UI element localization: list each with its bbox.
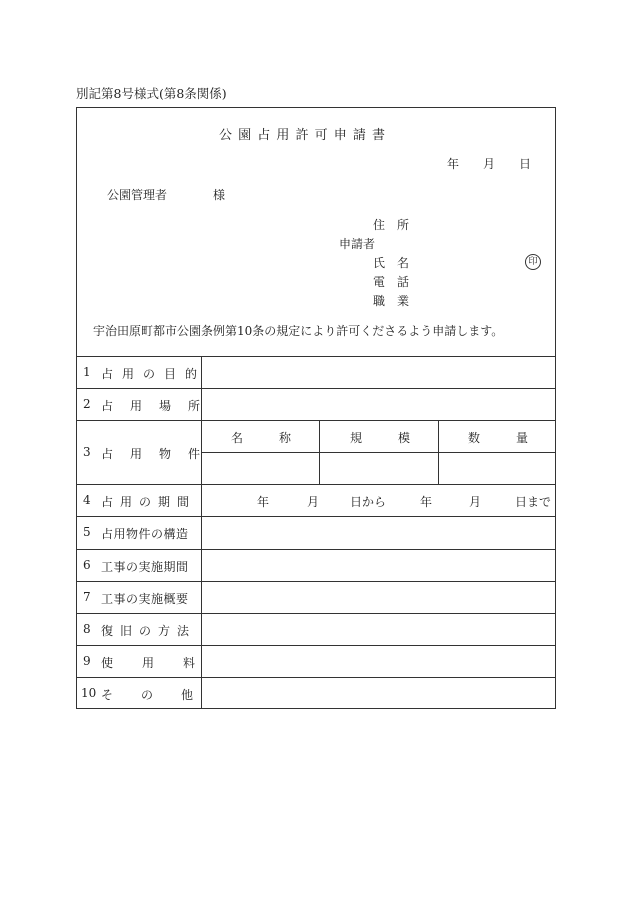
applicant-occupation-label: 職 業: [373, 294, 410, 308]
date-year-label: 年: [447, 157, 460, 171]
period-year2-label: 年: [420, 495, 433, 509]
divider: [77, 356, 555, 357]
date-day-label: 日: [519, 157, 532, 171]
period-until-label: 日まで: [515, 495, 552, 509]
applicant-address-label: 住 所: [373, 218, 410, 232]
divider: [77, 420, 555, 421]
period-year-label: 年: [257, 495, 270, 509]
application-statement: 宇治田原町都市公園条例第10条の規定により許可くださるよう申請します。: [93, 324, 504, 338]
row-number: 10: [81, 686, 97, 700]
applicant-name-label: 氏 名: [373, 256, 410, 270]
row-number: 7: [83, 590, 91, 604]
period-month-label: 月: [307, 495, 320, 509]
addressee-honorific: 様: [213, 188, 226, 202]
seal-mark: 印: [525, 254, 541, 270]
row-label: 復旧の方法: [101, 624, 197, 638]
row-label: 占用物件: [101, 447, 218, 461]
row-number: 3: [83, 445, 91, 459]
column-header-name: 名 称: [231, 431, 292, 445]
row-label: 工事の実施期間: [101, 560, 189, 574]
addressee-name: 公園管理者: [107, 188, 168, 202]
row-label: その他: [101, 688, 222, 702]
row-number: 6: [83, 558, 91, 572]
row-label: 工事の実施概要: [101, 592, 189, 606]
row-number: 5: [83, 525, 91, 539]
period-from-label: 日から: [350, 495, 387, 509]
divider: [77, 516, 555, 517]
row-label: 占用の期間: [101, 495, 197, 509]
divider: [201, 452, 555, 453]
row-label: 占用場所: [101, 399, 218, 413]
applicant-label: 申請者: [339, 237, 376, 251]
row-label: 使用料: [101, 656, 225, 670]
row-number: 4: [83, 493, 91, 507]
form-title: 公 園 占 用 許 可 申 請 書: [219, 128, 387, 143]
divider: [77, 388, 555, 389]
divider: [77, 677, 555, 678]
divider: [77, 484, 555, 485]
row-number: 1: [83, 365, 91, 379]
applicant-phone-label: 電 話: [373, 275, 410, 289]
row-number: 8: [83, 622, 91, 636]
column-header-scale: 規 模: [350, 431, 411, 445]
divider: [77, 549, 555, 550]
form-number-label: 別記第8号様式(第8条関係): [76, 86, 227, 101]
row-number: 9: [83, 654, 91, 668]
divider: [77, 645, 555, 646]
row-number: 2: [83, 397, 91, 411]
row-label: 占用の目的: [101, 367, 207, 381]
column-divider: [438, 420, 439, 484]
column-header-quantity: 数 量: [468, 431, 529, 445]
period-month2-label: 月: [469, 495, 482, 509]
divider: [77, 613, 555, 614]
row-label: 占用物件の構造: [101, 527, 189, 541]
column-divider: [319, 420, 320, 484]
divider: [77, 581, 555, 582]
date-month-label: 月: [483, 157, 496, 171]
application-form: [76, 107, 556, 709]
